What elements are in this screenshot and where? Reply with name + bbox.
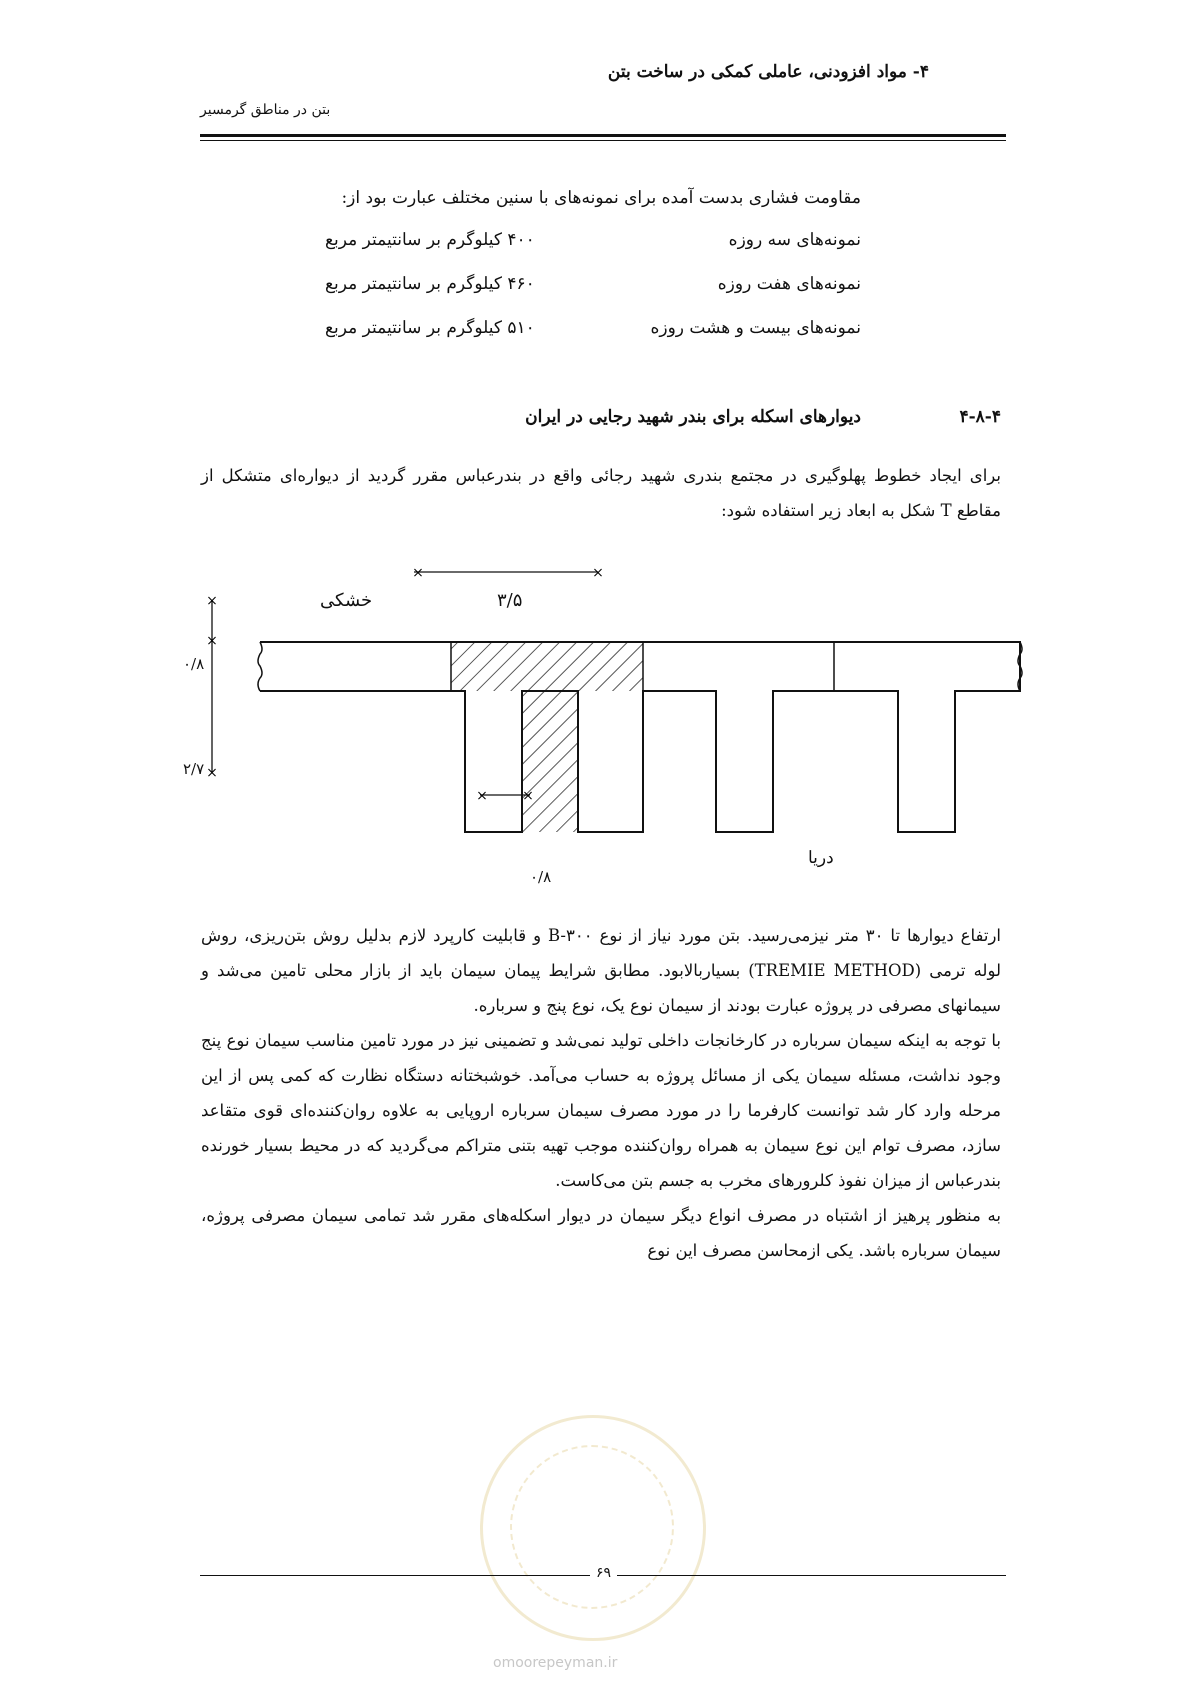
svg-text:×: × <box>206 765 218 781</box>
dim-flange-height: ۰/۸ <box>183 655 205 673</box>
sea-label: دریا <box>808 848 834 868</box>
body-paragraph: ارتفاع دیوارها تا ۳۰ متر نیزمی‌رسید. بتن مورد نیاز از نوع B-۳۰۰ و قابلیت کارپرد لازم بدلیل روش بتن‌ریزی، روش لوله ترمی (TREMIE METHOD) بسیاربالابود. مطابق شرایط پیمان سیمان باید از بازار محلی تامین می‌شد و سیمانهای مصرفی در پروژه عبارت بودند از سیمان نوع یک، نوع پنج و سرباره. <box>201 926 1002 1015</box>
page-number: ۶۹ <box>590 1565 617 1581</box>
body-paragraph: با توجه به اینکه سیمان سرباره در کارخانجات داخلی تولید نمی‌شد و تضمینی نیز در مورد تامین مناسب سیمان نوع پنج وجود نداشت، مسئله سیمان یکی از مسائل پروژه به حساب می‌آمد. خوشبختانه دستگاه نظارت که کمی پس از این مرحله وارد کار شد توانست کارفرما را در مورد مصرف سیمان سرباره اروپایی به علاوه روان‌کننده‌ای قوی متقاعد سازد، مصرف توام این نوع سیمان به همراه روان‌کننده موجب تهیه بتنی متراکم می‌گردید که در محیط بسیار خورنده بندرعباس از میزان نفوذ کلرورهای مخرب به جسم بتن می‌کاست. <box>201 1031 1001 1190</box>
svg-text:×: × <box>522 788 534 804</box>
land-label: خشکی <box>320 590 373 611</box>
strength-label-3day: نمونه‌های سه روزه <box>728 230 861 250</box>
body-paragraph: به منظور پرهیز از اشتباه در مصرف انواع دیگر سیمان در دیوار اسکله‌های مقرر شد تمامی سیمان مصرفی پروژه، سیمان سرباره باشد. یکی ازمحاسن مصرف این نوع <box>201 1206 1001 1260</box>
strength-label-28day: نمونه‌های بیست و هشت روزه <box>650 318 861 338</box>
watermark-seal-inner <box>510 1445 674 1609</box>
svg-text:×: × <box>412 565 424 581</box>
strength-value-7day: ۴۶۰ کیلوگرم بر سانتیمتر مربع <box>325 274 535 294</box>
watermark-site: omoorepeyman.ir <box>493 1655 618 1671</box>
book-title: بتن در مناطق گرمسیر <box>200 102 331 118</box>
svg-text:×: × <box>206 593 218 609</box>
strength-value-28day: ۵۱۰ کیلوگرم بر سانتیمتر مربع <box>325 318 535 338</box>
t-wall-diagram <box>170 565 1030 890</box>
body-text <box>201 918 1001 1268</box>
strength-value-3day: ۴۰۰ کیلوگرم بر سانتیمتر مربع <box>325 230 535 250</box>
strength-label-7day: نمونه‌های هفت روزه <box>717 274 861 294</box>
header-rule-thin <box>200 140 1006 141</box>
svg-text:×: × <box>476 788 488 804</box>
dim-web-height: ۲/۷ <box>183 760 205 778</box>
intro-line: مقاومت فشاری بدست آمده برای نمونه‌های با سنین مختلف عبارت بود از: <box>341 188 861 208</box>
section-number: ۴-۸-۴ <box>959 407 1001 427</box>
svg-text:×: × <box>592 565 604 581</box>
header-rule-thick <box>200 134 1006 137</box>
section-paragraph: برای ایجاد خطوط پهلوگیری در مجتمع بندری شهید رجائی واقع در بندرعباس مقرر گردید از دیواره‌ای متشکل از مقاطع T شکل به ابعاد زیر استفاده شود: <box>201 466 1001 520</box>
svg-text:×: × <box>206 633 218 649</box>
dim-top-width: ۳/۵ <box>497 590 523 611</box>
chapter-title: ۴- مواد افزودنی، عاملی کمکی در ساخت بتن <box>607 62 929 82</box>
break-mark-left <box>258 642 262 691</box>
section-title: دیوارهای اسکله برای بندر شهید رجایی در ایران <box>525 407 861 427</box>
dim-web-width: ۰/۸ <box>530 868 552 886</box>
